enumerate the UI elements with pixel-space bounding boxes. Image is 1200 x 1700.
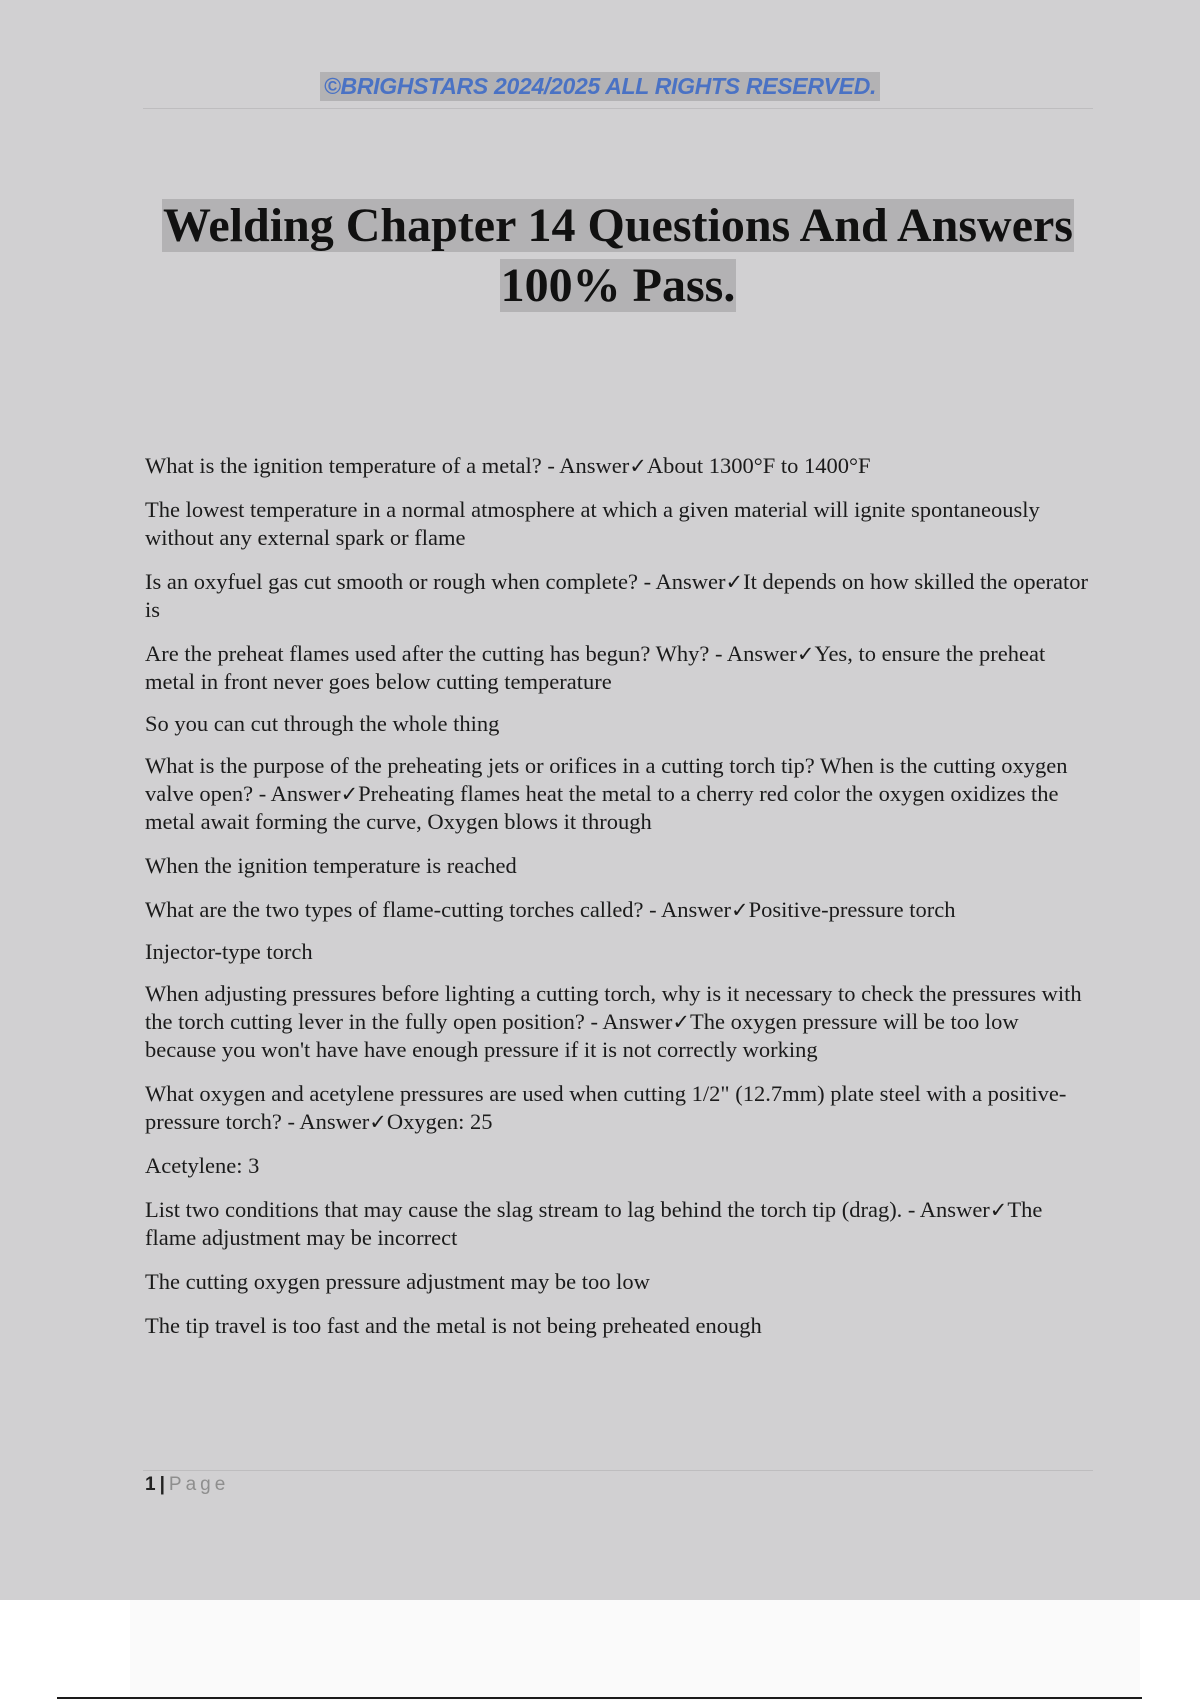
question-text: What is the purpose of the preheating jets or orifices in a cutting torch tip? When is the cutting oxygen valve open? - Answer <box>145 753 1068 806</box>
answer-paragraph: The cutting oxygen pressure adjustment may be too low <box>145 1269 650 1294</box>
page-label: Page <box>168 1474 230 1495</box>
question-text: When adjusting pressures before lighting a cutting torch, why is it necessary to check the pressures with the torch cutting lever in the fully open position? - Answer <box>145 981 1082 1034</box>
qa-paragraph <box>145 568 1090 624</box>
answer-text: Yes, to ensure the preheat metal in front never goes below cutting temperature <box>145 641 1046 694</box>
answer-paragraph: The lowest temperature in a normal atmosphere at which a given material will ignite spontaneously without any external spark or flame <box>145 497 1040 550</box>
checkmark-icon: ✓ <box>731 898 749 922</box>
answer-paragraph: So you can cut through the whole thing <box>145 711 500 736</box>
question-text: What are the two types of flame-cutting torches called? - Answer <box>145 897 732 922</box>
answer-text: Oxygen: 25 <box>386 1109 493 1134</box>
qa-paragraph <box>145 980 1090 1064</box>
footer-divider <box>143 1470 1093 1471</box>
answer-text: It depends on how skilled the operator is <box>145 569 1089 622</box>
page-footer <box>145 1474 229 1496</box>
qa-content <box>145 452 1090 1356</box>
next-page-edge <box>130 1600 1140 1700</box>
question-text: List two conditions that may cause the slag stream to lag behind the torch tip (drag). - Answer <box>145 1197 990 1222</box>
title-line-1: Welding Chapter 14 Questions And Answers <box>163 199 1073 252</box>
question-text: Is an oxyfuel gas cut smooth or rough when complete? - Answer <box>145 569 726 594</box>
question-text: What oxygen and acetylene pressures are used when cutting 1/2" (12.7mm) plate steel with a positive-pressure torch? - Answer <box>145 1081 1067 1134</box>
question-text: What is the ignition temperature of a metal? - Answer <box>145 453 630 478</box>
page-header <box>0 72 1200 101</box>
checkmark-icon: ✓ <box>672 1010 690 1034</box>
qa-paragraph <box>145 896 1090 924</box>
checkmark-icon: ✓ <box>629 454 647 478</box>
title-line-2: 100% Pass. <box>500 259 736 312</box>
qa-paragraph <box>145 640 1090 696</box>
answer-text: The flame adjustment may be incorrect <box>145 1197 1043 1250</box>
answer-text: About 1300°F to 1400°F <box>646 453 871 478</box>
page-number: 1 <box>145 1474 156 1495</box>
qa-paragraph <box>145 1196 1090 1252</box>
copyright-notice: ©BRIGHSTARS 2024/2025 ALL RIGHTS RESERVED. <box>320 72 880 101</box>
footer-separator: | <box>159 1474 165 1495</box>
qa-paragraph <box>145 1080 1090 1136</box>
checkmark-icon: ✓ <box>369 1110 387 1134</box>
answer-paragraph: The tip travel is too fast and the metal is not being preheated enough <box>145 1313 762 1338</box>
answer-text: Preheating flames heat the metal to a cherry red color the oxygen oxidizes the metal await forming the curve, Oxygen blows it through <box>145 781 1059 834</box>
document-title <box>0 196 1200 316</box>
checkmark-icon: ✓ <box>796 642 815 666</box>
checkmark-icon: ✓ <box>989 1198 1008 1222</box>
checkmark-icon: ✓ <box>340 782 359 806</box>
checkmark-icon: ✓ <box>725 570 744 594</box>
header-divider <box>143 108 1093 109</box>
qa-paragraph <box>145 452 1090 480</box>
answer-text: Positive-pressure torch <box>748 897 956 922</box>
question-text: Are the preheat flames used after the cutting has begun? Why? - Answer <box>145 641 797 666</box>
answer-paragraph: Injector-type torch <box>145 939 313 964</box>
answer-text: The oxygen pressure will be too low because you won't have have enough pressure if it is not correctly working <box>145 1009 1019 1062</box>
answer-paragraph: Acetylene: 3 <box>145 1153 260 1178</box>
answer-paragraph: When the ignition temperature is reached <box>145 853 517 878</box>
bottom-divider <box>57 1697 1142 1699</box>
qa-paragraph <box>145 752 1090 836</box>
